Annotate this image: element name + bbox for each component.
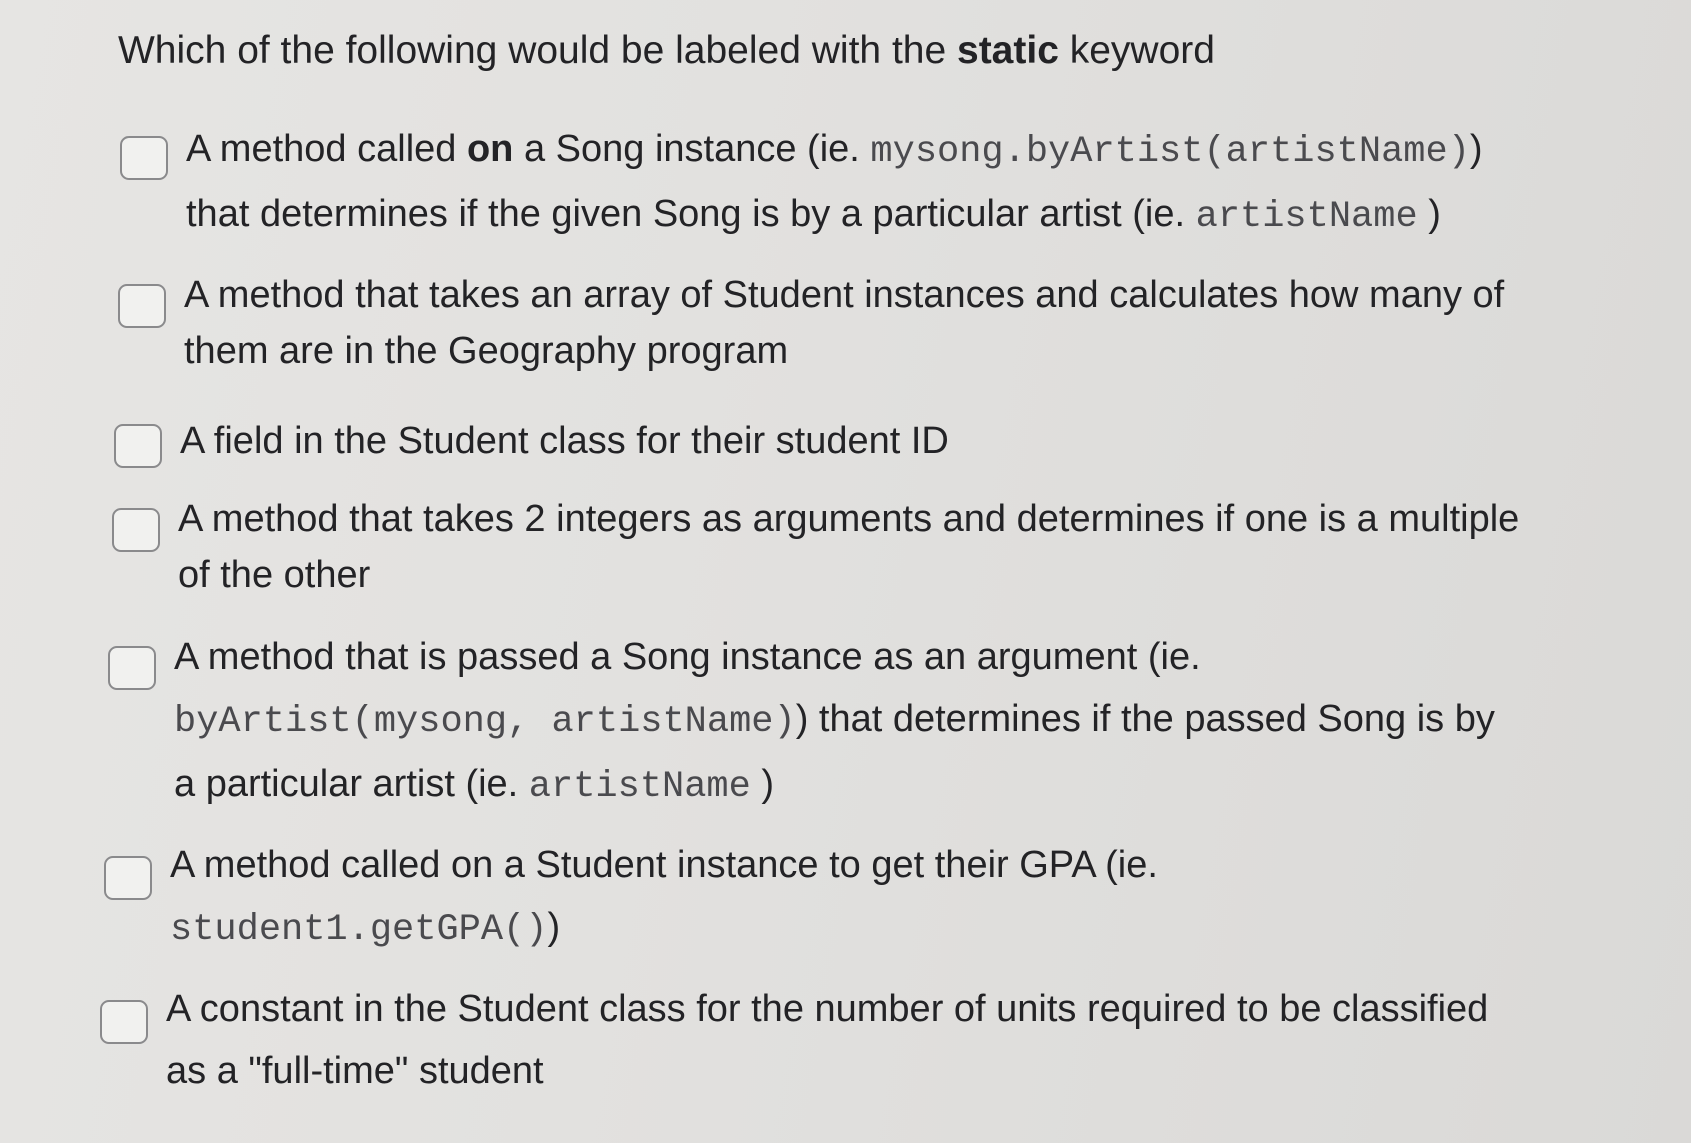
question-keyword: static — [957, 29, 1059, 72]
option-7-line-2: as a "full-time" student — [166, 1050, 544, 1092]
option-1-code: mysong.byArtist(artistName) — [870, 131, 1470, 173]
option-6-code: student1.getGPA() — [170, 909, 548, 951]
option-5-text[interactable] — [174, 626, 1495, 818]
option-7-text[interactable] — [166, 978, 1488, 1102]
option-5-text-part: a particular artist (ie. — [174, 763, 529, 805]
option-6-text-part: ) — [547, 906, 561, 948]
option-1-line-1 — [186, 118, 1483, 183]
option-4-checkbox[interactable] — [112, 508, 160, 552]
option-3-line-1: A field in the Student class for their student ID — [180, 420, 949, 462]
option-2-line-2: them are in the Geography program — [184, 330, 789, 372]
question-suffix: keyword — [1058, 29, 1215, 72]
option-3-text[interactable] — [180, 410, 949, 472]
option-4-line-2: of the other — [178, 554, 371, 596]
option-1-text-part: A method called — [186, 128, 467, 170]
option-7-checkbox[interactable] — [100, 1000, 148, 1044]
option-5-code: byArtist(mysong, artistName) — [174, 701, 796, 743]
option-2-checkbox[interactable] — [118, 284, 166, 328]
option-1-code: artistName — [1195, 196, 1418, 238]
option-5-line-2 — [174, 688, 1495, 753]
option-1-line-2 — [186, 183, 1483, 248]
option-5-checkbox[interactable] — [108, 646, 156, 690]
option-6-text[interactable] — [170, 834, 1158, 961]
option-1-text-part: ) — [1469, 128, 1483, 170]
option-5-code: artistName — [528, 766, 751, 808]
option-4-text[interactable] — [178, 488, 1519, 606]
question-text — [118, 22, 1215, 80]
option-4-line-1: A method that takes 2 integers as arguments and determines if one is a multiple — [178, 498, 1520, 540]
option-1-text-part: that determines if the given Song is by a particular artist (ie. — [186, 193, 1196, 235]
option-6-line-1: A method called on a Student instance to get their GPA (ie. — [170, 844, 1158, 886]
option-5-line-1: A method that is passed a Song instance as an argument (ie. — [174, 636, 1201, 678]
option-1-checkbox[interactable] — [120, 136, 168, 180]
question-prefix: Which of the following would be labeled with the — [118, 29, 957, 72]
option-5-line-3 — [174, 753, 1495, 818]
option-1-emphasis: on — [466, 128, 514, 170]
option-2-text[interactable] — [184, 264, 1504, 382]
option-3-checkbox[interactable] — [114, 424, 162, 468]
option-6-checkbox[interactable] — [104, 856, 152, 900]
option-1-text[interactable] — [186, 118, 1483, 248]
option-1-text-part: a Song instance (ie. — [513, 128, 871, 170]
option-2-line-1: A method that takes an array of Student instances and calculates how many of — [184, 274, 1505, 316]
option-1-text-part: ) — [1417, 193, 1441, 235]
option-7-line-1: A constant in the Student class for the number of units required to be classified — [166, 988, 1489, 1030]
option-6-line-2 — [170, 896, 1158, 961]
option-5-text-part: ) — [750, 763, 775, 805]
option-5-text-part: ) that determines if the passed Song is by — [795, 698, 1495, 740]
